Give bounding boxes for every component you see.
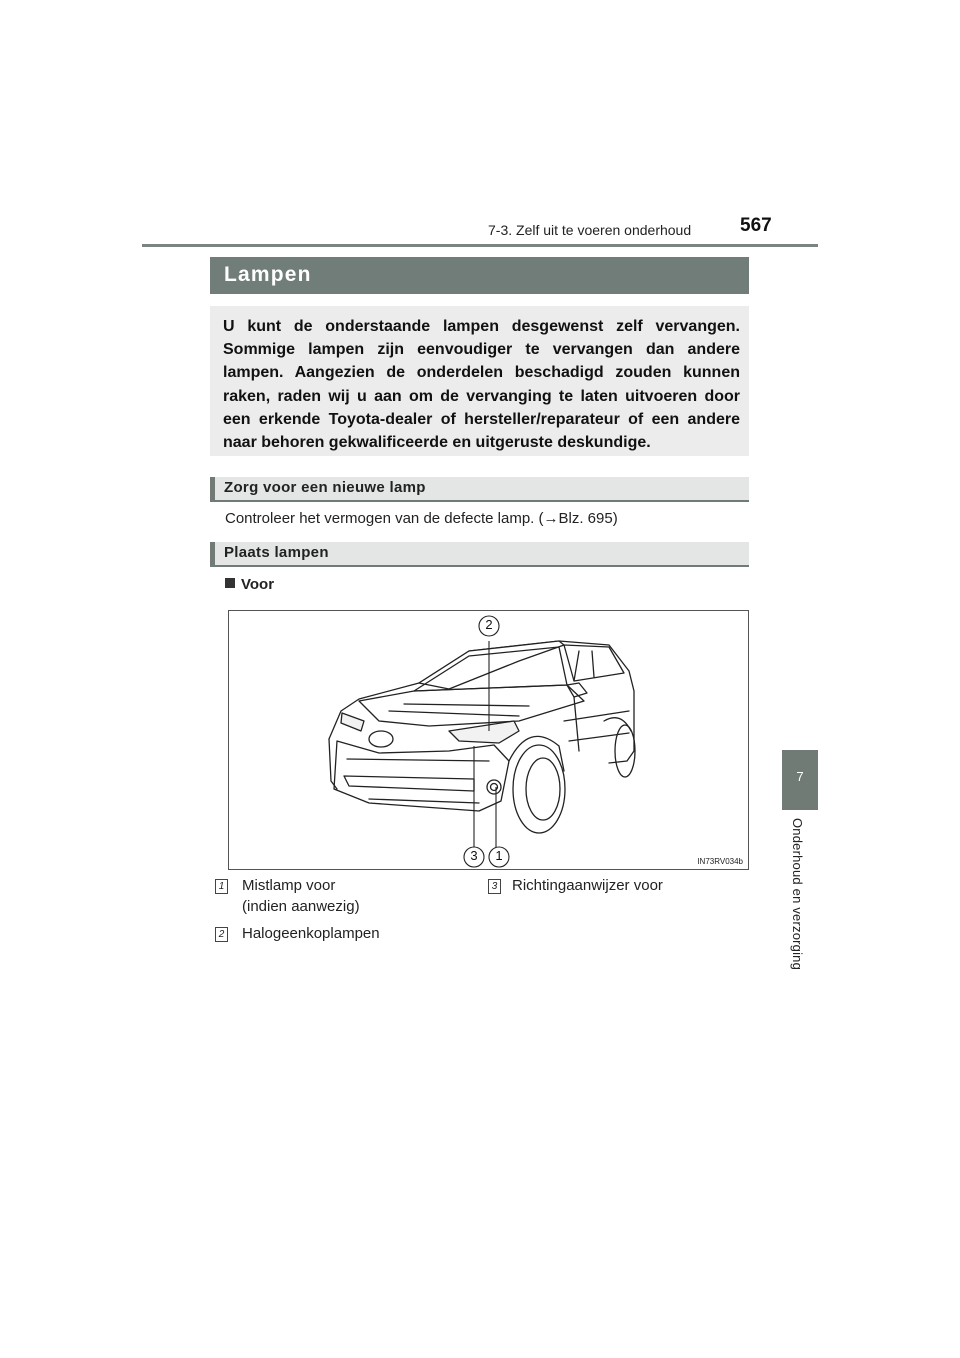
subheading-text: Plaats lampen <box>224 544 329 561</box>
header-rule <box>142 244 818 247</box>
legend-label-note: (indien aanwezig) <box>242 898 360 915</box>
callout-2: 2 <box>485 617 493 632</box>
legend-number-3: 3 <box>488 879 501 894</box>
callout-3: 3 <box>470 848 478 863</box>
legend-label: Richtingaanwijzer voor <box>512 877 663 894</box>
legend-item-fog-lamp <box>242 875 360 917</box>
legend-label: Halogeenkoplampen <box>242 925 380 942</box>
subheading-new-lamp <box>210 477 749 502</box>
legend-number-2: 2 <box>215 927 228 942</box>
chapter-title: Onderhoud en verzorging <box>790 818 805 971</box>
subheading-text: Zorg voor een nieuwe lamp <box>224 479 426 496</box>
chapter-tab <box>782 750 818 810</box>
figure-code: IN73RV034b <box>697 857 743 866</box>
legend-item-headlamps <box>242 923 380 944</box>
subheading-lamp-locations <box>210 542 749 567</box>
bullet-label: Voor <box>241 576 275 593</box>
legend-label: Mistlamp voor <box>242 877 336 894</box>
bullet-square-icon <box>225 578 235 588</box>
legend-item-turn-signal <box>512 875 663 896</box>
running-header-section: 7-3. Zelf uit te voeren onderhoud <box>488 222 692 238</box>
car-illustration-icon <box>229 611 750 871</box>
chapter-number: 7 <box>796 769 804 784</box>
legend-number-1: 1 <box>215 879 228 894</box>
callout-1: 1 <box>495 848 503 863</box>
page-number: 567 <box>740 215 772 236</box>
wattage-instruction: Controleer het vermogen van de defecte lamp. (→Blz. 695) <box>225 510 618 527</box>
page-title: Lampen <box>224 263 312 286</box>
page-title-bar <box>210 257 749 294</box>
bullet-front <box>225 576 274 593</box>
car-front-figure <box>228 610 749 870</box>
intro-box: U kunt de onderstaande lampen desgewenst zelf vervangen. Sommige lampen zijn eenvoudiger te vervangen dan andere lampen. Aangezien de onderdelen beschadigd zouden kunnen raken, raden wij u aan om de vervanging te laten uitvoeren door een erkende Toyota-dealer of hersteller/reparateur of een andere naar behoren gekwalificeerde en uitgeruste deskundige. <box>210 306 749 456</box>
